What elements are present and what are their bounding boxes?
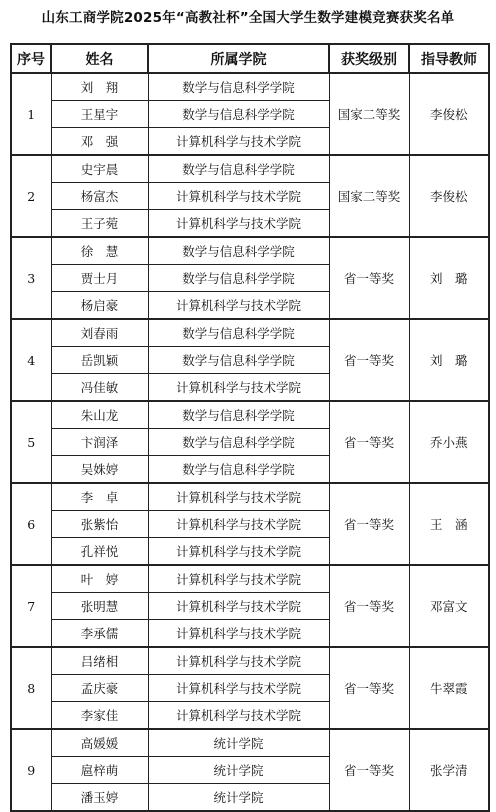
member-name: 李家佳 [51, 702, 148, 730]
advisor-name: 刘 璐 [409, 237, 489, 319]
member-name: 叶 婷 [51, 565, 148, 593]
member-school: 计算机科学与技术学院 [148, 128, 329, 156]
member-name: 扈梓萌 [51, 757, 148, 784]
member-name: 刘春雨 [51, 319, 148, 347]
member-school: 计算机科学与技术学院 [148, 538, 329, 566]
member-school: 计算机科学与技术学院 [148, 565, 329, 593]
member-name: 卞润泽 [51, 429, 148, 456]
table-row [11, 565, 489, 593]
member-school: 计算机科学与技术学院 [148, 702, 329, 730]
member-school: 数学与信息科学学院 [148, 456, 329, 484]
advisor-name: 李俊松 [409, 155, 489, 237]
member-name: 杨启豪 [51, 292, 148, 320]
team-number: 1 [11, 73, 51, 155]
member-name: 王子菀 [51, 210, 148, 238]
member-school: 计算机科学与技术学院 [148, 183, 329, 210]
member-school: 计算机科学与技术学院 [148, 593, 329, 620]
member-name: 李承儒 [51, 620, 148, 648]
table-row [11, 73, 489, 101]
member-school: 计算机科学与技术学院 [148, 675, 329, 702]
member-school: 统计学院 [148, 757, 329, 784]
header-no: 序号 [11, 44, 51, 73]
table-row [11, 729, 489, 757]
advisor-name: 王 涵 [409, 483, 489, 565]
member-school: 计算机科学与技术学院 [148, 620, 329, 648]
member-name: 孟庆豪 [51, 675, 148, 702]
award-level: 国家二等奖 [329, 155, 409, 237]
member-school: 计算机科学与技术学院 [148, 374, 329, 402]
member-name: 邓 强 [51, 128, 148, 156]
table-row [11, 401, 489, 429]
award-level: 省一等奖 [329, 237, 409, 319]
member-school: 数学与信息科学学院 [148, 347, 329, 374]
header-teacher: 指导教师 [409, 44, 489, 73]
member-school: 数学与信息科学学院 [148, 265, 329, 292]
member-school: 统计学院 [148, 784, 329, 812]
member-name: 冯佳敏 [51, 374, 148, 402]
member-name: 张明慧 [51, 593, 148, 620]
member-school: 数学与信息科学学院 [148, 155, 329, 183]
table-row [11, 237, 489, 265]
member-school: 计算机科学与技术学院 [148, 647, 329, 675]
member-name: 史宇晨 [51, 155, 148, 183]
member-school: 数学与信息科学学院 [148, 319, 329, 347]
member-name: 高媛媛 [51, 729, 148, 757]
advisor-name: 牛翠霞 [409, 647, 489, 729]
member-school: 数学与信息科学学院 [148, 237, 329, 265]
award-level: 省一等奖 [329, 401, 409, 483]
member-school: 数学与信息科学学院 [148, 73, 329, 101]
award-level: 省一等奖 [329, 319, 409, 401]
team-number: 5 [11, 401, 51, 483]
member-name: 杨富杰 [51, 183, 148, 210]
member-school: 统计学院 [148, 729, 329, 757]
member-name: 孔祥悦 [51, 538, 148, 566]
member-school: 计算机科学与技术学院 [148, 511, 329, 538]
award-level: 国家二等奖 [329, 73, 409, 155]
award-level: 省一等奖 [329, 565, 409, 647]
advisor-name: 邓富文 [409, 565, 489, 647]
member-name: 吕绪相 [51, 647, 148, 675]
team-number: 3 [11, 237, 51, 319]
team-number: 9 [11, 729, 51, 811]
member-name: 刘 翔 [51, 73, 148, 101]
award-level: 省一等奖 [329, 483, 409, 565]
table-row [11, 483, 489, 511]
table-header [11, 44, 489, 73]
document-title: 山东工商学院2025年“高教社杯”全国大学生数学建模竞赛获奖名单 [41, 10, 455, 26]
member-name: 李 卓 [51, 483, 148, 511]
member-name: 张紫怡 [51, 511, 148, 538]
member-school: 计算机科学与技术学院 [148, 292, 329, 320]
advisor-name: 乔小燕 [409, 401, 489, 483]
team-number: 4 [11, 319, 51, 401]
table-row [11, 319, 489, 347]
team-number: 8 [11, 647, 51, 729]
advisor-name: 刘 璐 [409, 319, 489, 401]
member-school: 数学与信息科学学院 [148, 429, 329, 456]
member-school: 计算机科学与技术学院 [148, 210, 329, 238]
member-name: 吴姝婷 [51, 456, 148, 484]
award-table [10, 43, 490, 812]
member-name: 朱山龙 [51, 401, 148, 429]
member-name: 岳凯颖 [51, 347, 148, 374]
team-number: 6 [11, 483, 51, 565]
table-row [11, 647, 489, 675]
header-school: 所属学院 [148, 44, 329, 73]
advisor-name: 张学清 [409, 729, 489, 811]
member-school: 数学与信息科学学院 [148, 401, 329, 429]
team-number: 2 [11, 155, 51, 237]
header-row [11, 44, 489, 73]
table-row [11, 155, 489, 183]
table-body [11, 73, 489, 811]
award-level: 省一等奖 [329, 729, 409, 811]
header-level: 获奖级别 [329, 44, 409, 73]
award-level: 省一等奖 [329, 647, 409, 729]
member-name: 徐 慧 [51, 237, 148, 265]
member-name: 贾士月 [51, 265, 148, 292]
header-name: 姓名 [51, 44, 148, 73]
member-name: 潘玉婷 [51, 784, 148, 812]
member-school: 计算机科学与技术学院 [148, 483, 329, 511]
team-number: 7 [11, 565, 51, 647]
member-school: 数学与信息科学学院 [148, 101, 329, 128]
advisor-name: 李俊松 [409, 73, 489, 155]
member-name: 王星宇 [51, 101, 148, 128]
